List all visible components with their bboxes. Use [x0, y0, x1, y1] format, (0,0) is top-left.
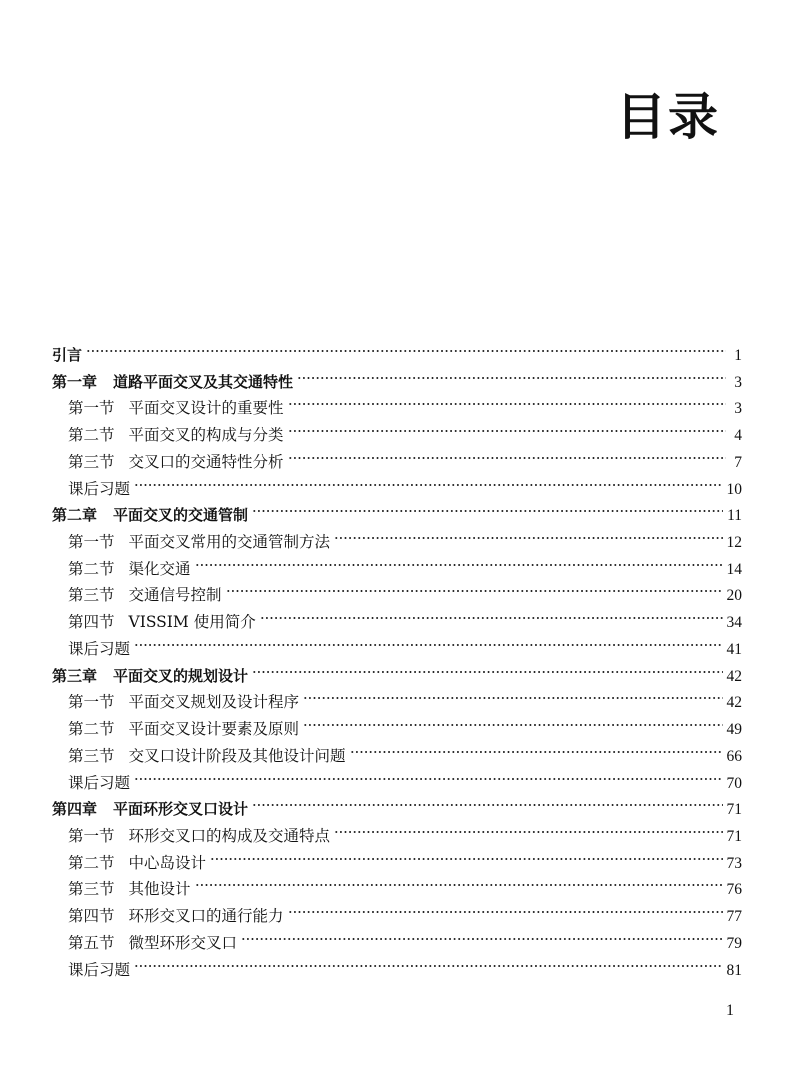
- toc-entry-label: 第四节: [68, 613, 115, 632]
- dot-leader: [288, 895, 723, 921]
- toc-page-number: 34: [726, 614, 742, 632]
- toc-entry-label: 第三节: [68, 452, 115, 471]
- dot-leader: [134, 468, 722, 494]
- toc-page-number: 7: [734, 453, 742, 471]
- toc-entry-title: [52, 663, 248, 690]
- toc-entry-label: 第一节: [68, 826, 115, 845]
- toc-page-number: 77: [726, 908, 742, 926]
- toc-entry-text: 平面交叉的规划设计: [113, 666, 249, 685]
- toc-page-number: 76: [726, 881, 742, 899]
- toc-entry-title: [68, 689, 299, 716]
- toc-entry-text: 其他设计: [128, 880, 191, 899]
- toc-entry-title: [68, 716, 299, 743]
- toc-entry-title: [68, 850, 206, 877]
- toc-chapter-entry: [52, 655, 742, 685]
- toc-entry-text: 道路平面交叉及其交通特性: [113, 372, 294, 391]
- toc-entry-text: 课后习题: [68, 773, 131, 792]
- dot-leader: [260, 601, 723, 627]
- dot-leader: [195, 548, 723, 574]
- dot-leader: [195, 868, 723, 894]
- toc-exercise-entry: [52, 762, 742, 792]
- dot-leader: [252, 788, 722, 814]
- dot-leader: [288, 441, 726, 467]
- dot-leader: [210, 842, 722, 868]
- dot-leader: [288, 414, 726, 440]
- toc-entry-title: [68, 582, 222, 609]
- toc-entry-text: 平面交叉的交通管制: [113, 506, 249, 525]
- toc-entry-text: 环形交叉口的通行能力: [128, 907, 284, 926]
- toc-entry-label: 第三节: [68, 586, 115, 605]
- toc-entry-title: [68, 476, 130, 503]
- toc-entry-label: 第三节: [68, 880, 115, 899]
- toc-page-number: 3: [734, 373, 742, 391]
- toc-page-number: 49: [726, 721, 742, 739]
- toc-page-number: 73: [726, 854, 742, 872]
- toc-entry-title: [52, 369, 293, 396]
- toc-entry-text: 环形交叉口的构成及交通特点: [128, 826, 331, 845]
- toc-entry-text: 课后习题: [68, 479, 131, 498]
- table-of-contents: [52, 334, 742, 979]
- toc-page-number: 41: [726, 640, 742, 658]
- toc-entry-label: 第五节: [68, 933, 115, 952]
- toc-page-number: 70: [726, 774, 742, 792]
- toc-entry-label: 第一节: [68, 533, 115, 552]
- toc-entry-title: [68, 422, 284, 449]
- toc-entry-label: 第二章: [52, 506, 98, 525]
- dot-leader: [303, 681, 722, 707]
- toc-page-number: 71: [726, 827, 742, 845]
- toc-entry-text: 平面交叉常用的交通管制方法: [128, 533, 331, 552]
- toc-entry-title: [52, 796, 248, 823]
- toc-entry-label: 第二节: [68, 559, 115, 578]
- dot-leader: [134, 762, 722, 788]
- toc-entry-label: 第二节: [68, 426, 115, 445]
- toc-page-number: 79: [726, 934, 742, 952]
- toc-entry-title: [52, 342, 82, 369]
- toc-chapter-entry: [52, 334, 742, 364]
- toc-page-number: 11: [727, 507, 742, 525]
- toc-entry-label: 第二节: [68, 720, 115, 739]
- toc-entry-title: [68, 770, 130, 797]
- toc-entry-text: 微型环形交叉口: [128, 933, 238, 952]
- toc-page-number: 42: [726, 667, 742, 685]
- toc-page-number: 81: [726, 961, 742, 979]
- toc-entry-title: [68, 556, 191, 583]
- toc-page-number: 1: [734, 347, 742, 364]
- toc-entry-label: 第四章: [52, 800, 98, 819]
- toc-entry-label: 第三节: [68, 746, 115, 765]
- toc-entry-text: 课后习题: [68, 960, 131, 979]
- toc-page-number: 42: [726, 694, 742, 712]
- toc-entry-text: 平面交叉的构成与分类: [128, 426, 284, 445]
- toc-entry-text: 交叉口的交通特性分析: [128, 452, 284, 471]
- page-title: 目录: [616, 88, 720, 146]
- dot-leader: [350, 735, 723, 761]
- toc-page-number: 4: [734, 427, 742, 445]
- toc-entry-label: 第三章: [52, 666, 98, 685]
- dot-leader: [297, 361, 726, 387]
- toc-entry-text: 中心岛设计: [128, 853, 207, 872]
- toc-entry-label: 第一章: [52, 372, 98, 391]
- toc-entry-text: 交叉口设计阶段及其他设计问题: [128, 746, 346, 765]
- dot-leader: [288, 387, 726, 413]
- toc-page-number: 71: [726, 801, 742, 819]
- dot-leader: [134, 949, 722, 975]
- toc-entry-title: [68, 395, 284, 422]
- toc-page-number: 3: [734, 400, 742, 418]
- toc-entry-title: [68, 957, 130, 984]
- page-number: 1: [726, 1002, 734, 1019]
- dot-leader: [334, 521, 722, 547]
- toc-exercise-entry: [52, 628, 742, 658]
- toc-page-number: 66: [726, 747, 742, 765]
- toc-chapter-entry: [52, 361, 742, 391]
- toc-entry-text: 平面交叉设计的重要性: [128, 399, 284, 418]
- toc-entry-text: 渠化交通: [128, 559, 191, 578]
- toc-entry-text: VISSIM 使用简介: [128, 613, 256, 632]
- toc-entry-text: 平面交叉设计要素及原则: [128, 720, 300, 739]
- toc-page-number: 20: [726, 587, 742, 605]
- toc-exercise-entry: [52, 468, 742, 498]
- toc-entry-title: [68, 636, 130, 663]
- toc-entry-title: [52, 502, 248, 529]
- toc-page-number: 12: [726, 534, 742, 552]
- dot-leader: [334, 815, 722, 841]
- dot-leader: [252, 494, 723, 520]
- toc-page-number: 14: [726, 560, 742, 578]
- toc-entry-label: 第二节: [68, 853, 115, 872]
- dot-leader: [226, 574, 723, 600]
- toc-entry-title: [68, 876, 191, 903]
- toc-entry-text: 平面环形交叉口设计: [113, 800, 249, 819]
- dot-leader: [86, 334, 726, 360]
- toc-chapter-entry: [52, 494, 742, 525]
- dot-leader: [134, 628, 722, 654]
- dot-leader: [303, 708, 722, 734]
- toc-page-number: 10: [726, 480, 742, 498]
- toc-entry-text: 平面交叉规划及设计程序: [128, 693, 300, 712]
- toc-entry-label: 第一节: [68, 399, 115, 418]
- toc-entry-text: 交通信号控制: [128, 586, 222, 605]
- toc-entry-text: 引言: [52, 346, 83, 364]
- toc-entry-text: 课后习题: [68, 639, 131, 658]
- toc-entry-label: 第一节: [68, 693, 115, 712]
- toc-entry-label: 第四节: [68, 907, 115, 926]
- dot-leader: [252, 655, 722, 681]
- toc-chapter-entry: [52, 788, 742, 819]
- toc-exercise-entry: [52, 949, 742, 979]
- dot-leader: [241, 922, 722, 948]
